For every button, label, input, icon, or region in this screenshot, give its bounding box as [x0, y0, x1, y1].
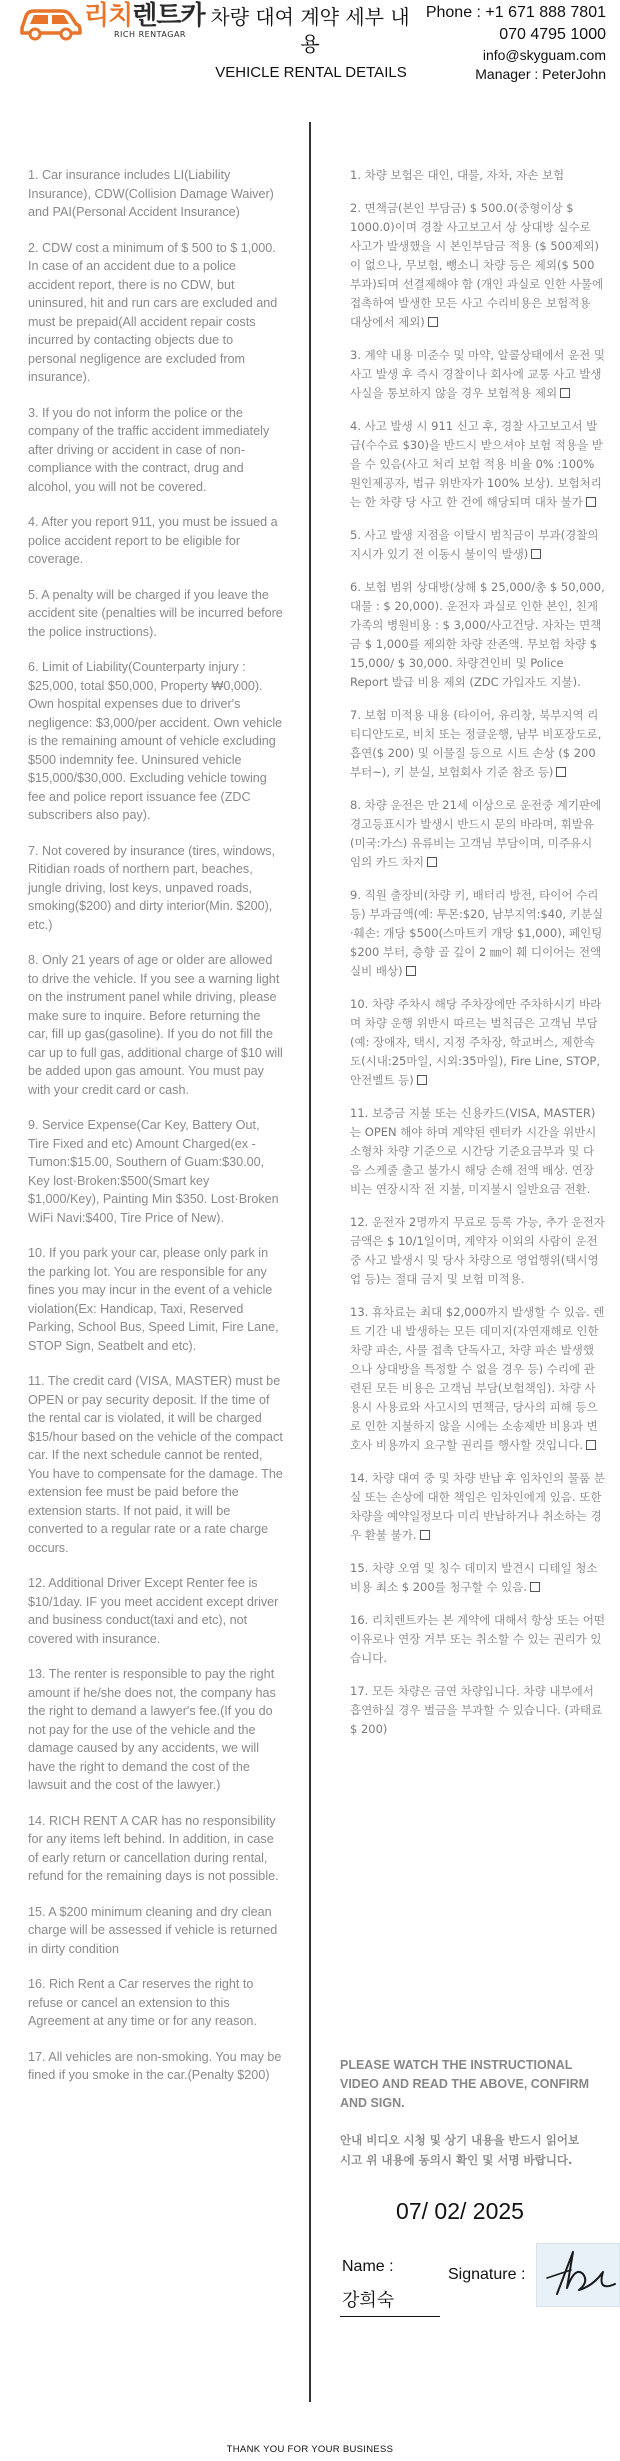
- term-item-kr: 9. 직원 출장비(차량 키, 배터리 방전, 타이어 수리등) 부과금액(예: 투몬:$20, 남부지역:$40, 키분실·훼손: 개당 $500(스마트키 개당 $1,000), 페인팅 $200 부터, 층향 골 깊이 2 ㎜이 훼 디이어는 전액 실비 배상): [350, 888, 604, 978]
- term-item-en: 9. Service Expense(Car Key, Battery Out, Tire Fixed and etc) Amount Charged(ex - Tumon:$15.00, Southern of Guam:$30.00, Key lost·Broken:$500(Smart key $1,000/Key), Painting Min $350. Lost·Broken WiFi Navi:$400, Tire Price of New).: [28, 1118, 279, 1225]
- instruction-notice-en: PLEASE WATCH THE INSTRUCTIONAL VIDEO AND READ THE ABOVE, CONFIRM AND SIGN.: [340, 2058, 590, 2110]
- term-item-en: 4. After you report 911, you must be issued a police accident report to be eligible for coverage.: [28, 515, 278, 566]
- term-item-en: 16. Rich Rent a Car reserves the right to refuse or cancel an extension to this Agreement at any time or for any reason.: [28, 1977, 257, 2028]
- logo-wordmark: 리치렌트카: [84, 1, 205, 31]
- email-address: info@skyguam.com: [482, 47, 606, 63]
- acknowledge-checkbox[interactable]: [530, 1582, 540, 1592]
- term-item-en: 2. CDW cost a minimum of $ 500 to $ 1,000. In case of an accident due to a police accident report, there is no CDW, but uninsured, hit and run cars are excluded and must be prepaid(All accident repair costs incurred by contacting objects due to personal negligence are excluded from insurance).: [28, 240, 278, 384]
- phone-number: Phone : +1 671 888 7801: [425, 4, 606, 21]
- acknowledge-checkbox[interactable]: [420, 1530, 430, 1540]
- term-item-kr: 13. 휴차료는 최대 $2,000까지 발생할 수 있음. 렌트 기간 내 발생하는 모든 데미지(자연재해로 인한 차량 파손, 사물 접촉 단독사고, 차량 파손 발생했으나 상대방을 특정할 수 없을 경우 등) 수리에 관련된 모든 비용은 고객님 부담(보험책임). 차량 사용시 사용료와 사고시의 면책금, 당사의 피해 등으로 인한 지불하지 않을 시에는 소송제반 비용과 변호사 비용까지 요구할 권리를 행사할 것입니다.: [350, 1305, 605, 1452]
- document-subtitle: VEHICLE RENTAL DETAILS: [215, 64, 407, 81]
- term-item-kr: 6. 보험 범위 상대방(상해 $ 25,000/총 $ 50,000, 대물 : $ 20,000). 운전자 과실로 인한 본인, 친게 가족의 병원비용 : $ 3,000/사고건당. 자차는 면책금 $ 1,000를 제외한 차량 잔존액. 무보험 차량 $ 15,000/ $ 30,000. 차량견인비 및 Police Report 발급 비용 제외 (ZDC 가입자도 지불).: [350, 580, 605, 689]
- acknowledge-checkbox[interactable]: [427, 857, 437, 867]
- term-item-kr: 2. 면책금(본인 부담금) $ 500.0(중형이상 $ 1000.0)이며 경찰 사고보고서 상 상대방 실수로 사고가 발생했을 시 본인부담금 적용 ($ 500제외)이 없으나, 무보험, 뺑소니 차량 등은 제외($ 500 부과)되며 선결제해야 함 (개인 과실로 인한 사물에 접촉하여 발생한 모든 사고 수리비용은 보험적용 대상에서 제외): [350, 201, 604, 329]
- term-item-kr: 10. 차량 주차시 해당 주차장에만 주차하시기 바라며 차량 운행 위반시 따르는 벌칙금은 고객님 부담 (예: 장애자, 택시, 지정 주차장, 학교버스, 제한속도(시내:25마일, 시외:35마일), Fire Line, STOP, 안전벨트 등): [350, 997, 602, 1087]
- phone-number-secondary: 070 4795 1000: [499, 26, 606, 43]
- term-item-en: 8. Only 21 years of age or older are allowed to drive the vehicle. If you see a warning light on the instrument panel while driving, please make sure to inquire. Before returning the car, fill up gas(gasoline). If you do not fill the car up to full gas, additional charge of $10 will be added upon gas amount. You must pay with your credit card or cash.: [28, 953, 283, 1097]
- term-item-kr: 3. 계약 내용 미준수 및 마약, 알콜상태에서 운전 및 사고 발생 후 즉시 경찰이나 회사에 교통 사고 발생 사실을 통보하지 않을 경우 보험적용 제외: [350, 348, 605, 400]
- term-item-en: 6. Limit of Liability(Counterparty injury : $25,000, total $50,000, Property ₩0,000). Own hospital expenses due to driver's negligence: $3,000/per accident. Own vehicle is the remaining amount of vehicle excluding $500 indemnity fee. Uninsured vehicle $15,000/$30,000. Excluding vehicle towing fee and police report issuance fee (ZDC subscribers also pay).: [28, 660, 283, 822]
- acknowledge-checkbox[interactable]: [417, 1075, 427, 1085]
- acknowledge-checkbox[interactable]: [586, 1440, 596, 1450]
- signature-label: Signature :: [448, 2266, 526, 2283]
- term-item-en: 7. Not covered by insurance (tires, windows, Ritidian roads of northern part, beaches, jungle driving, lost keys, unpaved roads, smoking($200) and dirty interior(Min. $200), etc.): [28, 843, 276, 932]
- signature-drawing: [537, 2244, 620, 2307]
- term-item-en: 14. RICH RENT A CAR has no responsibility for any items left behind. In addition, in case of early return or cancellation during rental, refund for the remaining days is not possible.: [28, 1813, 279, 1883]
- term-item-en: 17. All vehicles are non-smoking. You may be fined if you smoke in the car.(Penalty $200): [28, 2049, 282, 2082]
- term-item-kr: 14. 차량 대여 중 및 차량 반납 후 임차인의 물품 분실 또는 손상에 대한 책임은 임차인에게 있음. 또한 차량을 예약일정보다 미리 반납하거나 취소하는 경우 환불 불가.: [350, 1471, 605, 1542]
- term-item-en: 1. Car insurance includes LI(Liability Insurance), CDW(Collision Damage Waiver) and PAI(Personal Accident Insurance): [28, 168, 274, 219]
- name-field[interactable]: 강희숙: [342, 2290, 395, 2311]
- acknowledge-checkbox[interactable]: [556, 767, 566, 777]
- korean-terms-column: [350, 166, 605, 1753]
- term-item-kr: 8. 차량 운전은 만 21세 이상으로 운전중 계기판에 경고등표시가 발생시 반드시 문의 바라며, 휘발유(미국:가스) 유류비는 고객님 부담이며, 미주유시 임의 카드 차지: [350, 798, 602, 869]
- name-underline: [340, 2316, 440, 2317]
- logo-subtitle: RICH RENTAGAR: [114, 30, 186, 39]
- term-item-en: 3. If you do not inform the police or the company of the traffic accident immediately after driving or accident in case of non-compliance with the contract, drug and alcohol, you will not be covered.: [28, 405, 270, 494]
- footer-text: THANK YOU FOR YOUR BUSINESS: [226, 2444, 394, 2455]
- term-item-kr: 17. 모든 차량은 금연 차량입니다. 차량 내부에서 흡연하실 경우 벌금을 부과할 수 있습니다. (과태료 $ 200): [350, 1684, 603, 1736]
- acknowledge-checkbox[interactable]: [560, 388, 570, 398]
- instruction-notice-kr: 안내 비디오 시청 및 상기 내용을 반드시 읽어보시고 위 내용에 동의시 확인 및 서명 바랍니다.: [340, 2133, 580, 2167]
- term-item-kr: 4. 사고 발생 시 911 신고 후, 경찰 사고보고서 발급(수수료 $30)을 반드시 받으셔야 보험 적용을 받을 수 있음(사고 처리 보험 적용 비율 0% :100% 원인제공자, 법규 위반자가 100% 보상). 보험처리는 한 차량 당 사고 한 건에 해당되며 대차 불가: [350, 419, 603, 509]
- manager-name: Manager : PeterJohn: [475, 66, 606, 82]
- term-item-kr: 15. 차량 오염 및 칭수 데미지 발견시 디테일 청소 비용 최소 $ 200를 청구할 수 있음.: [350, 1561, 598, 1594]
- name-label: Name :: [342, 2258, 394, 2275]
- acknowledge-checkbox[interactable]: [586, 497, 596, 507]
- term-item-en: 10. If you park your car, please only park in the parking lot. You are responsible for any fines you may incur in the event of a vehicle violation(Ex: Handicap, Taxi, Reserved Parking, School Bus, Speed Limit, Fire Lane, STOP Sign, Seatbelt and etc).: [28, 1246, 279, 1353]
- signature-pad[interactable]: [536, 2243, 620, 2307]
- acknowledge-checkbox[interactable]: [406, 966, 416, 976]
- term-item-en: 11. The credit card (VISA, MASTER) must be OPEN or pay security deposit. If the time of the rental car is violated, it will be charged $15/hour based on the vehicle of the compact car. If the next schedule cannot be rented, You have to compensate for the damage. The extension fee must be paid before the extension starts. If not paid, it will be converted to a regular rate or a rate charge occurs.: [28, 1374, 283, 1555]
- car-logo-icon: [18, 2, 82, 42]
- term-item-kr: 11. 보증금 지불 또는 신용카드(VISA, MASTER)는 OPEN 해야 하며 계약된 렌터카 시간을 위반시 소형차 차량 기준으로 시간당 기준요금부과 및 다음 스케줄 출고 불가시 해당 손해 전액 배상. 연장비는 연장시작 전 지불, 미지불시 일반요금 전환.: [350, 1106, 597, 1196]
- term-item-en: 13. The renter is responsible to pay the right amount if he/she does not, the company has the right to demand a lawyer's fee.(If you do not pay for the use of the vehicle and the damage caused by any accidents, we will have the right to demand the cost of the lawsuit and the cost of the lawyer.): [28, 1667, 276, 1792]
- acknowledge-checkbox[interactable]: [428, 317, 438, 327]
- document-title: 차량 대여 계약 세부 내용: [210, 5, 410, 56]
- term-item-kr: 1. 차량 보험은 대인, 대물, 자차, 자손 보험: [350, 168, 565, 182]
- term-item-kr: 12. 운전자 2명까지 무료로 등록 가능, 추가 운전자 금액은 $ 10/1일이며, 계약자 이외의 사람이 운전중 사고 발생시 및 당사 차량으로 영업행위(택시영업 등)는 절대 금지 및 보험 미적용.: [350, 1215, 605, 1286]
- term-item-en: 12. Additional Driver Except Renter fee is $10/1day. IF you meet accident except driver and business conduct(taxi and etc), not covered with insurance.: [28, 1576, 279, 1646]
- company-logo: [18, 2, 205, 42]
- contract-date: 07/ 02/ 2025: [396, 2198, 524, 2224]
- term-item-kr: 16. 리치렌트카는 본 계약에 대해서 항상 또는 어떤 이유로나 연장 거부 또는 취소할 수 있는 권리가 있습니다.: [350, 1613, 605, 1665]
- document-header: [0, 0, 620, 110]
- term-item-en: 5. A penalty will be charged if you leave the accident site (penalties will be incurred before the police instructions).: [28, 587, 283, 639]
- column-divider: [309, 122, 311, 2402]
- contact-info: [426, 2, 606, 84]
- acknowledge-checkbox[interactable]: [531, 549, 541, 559]
- term-item-en: 15. A $200 minimum cleaning and dry clean charge will be assessed if vehicle is returned in dirty condition: [28, 1904, 278, 1956]
- english-terms-column: [28, 166, 283, 2102]
- term-item-kr: 5. 사고 발생 지점을 이탈시 범칙금이 부과(경찰의 지시가 있기 전 이동시 불이익 발생): [350, 528, 599, 561]
- term-item-kr: 7. 보험 미적용 내용 (타이어, 유리창, 북부지역 리티디안도로, 비치 또는 정글운행, 남부 비포장도로, 흡연($ 200) 및 이물질 등으로 시트 손상 ($ 200부터~), 키 분실, 보험회사 기준 참조 등): [350, 708, 602, 779]
